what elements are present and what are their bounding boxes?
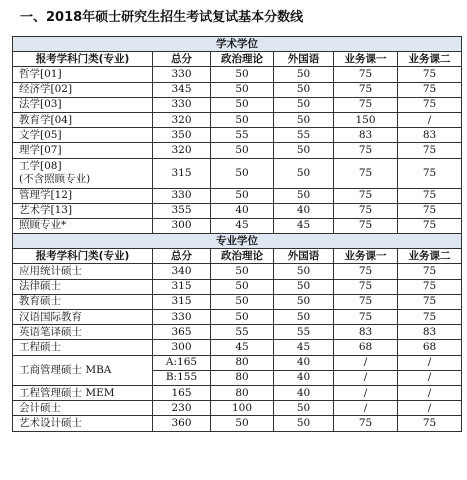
course1-cell: /: [334, 401, 398, 416]
course1-cell: 75: [334, 218, 398, 233]
table-row: [13, 158, 462, 188]
subject-name: 教育学[04]: [19, 113, 73, 126]
subject-name-cell: [13, 416, 153, 431]
subject-name: 英语笔译硕士: [19, 325, 82, 338]
subject-name-cell: [13, 97, 153, 112]
politics-cell: 55: [211, 325, 274, 340]
column-header: 业务课一: [334, 52, 398, 67]
foreign-cell: 50: [274, 416, 334, 431]
course2-cell: 75: [398, 82, 462, 97]
foreign-cell: 55: [274, 325, 334, 340]
table-row: [13, 401, 462, 416]
subject-name-cell: [13, 340, 153, 355]
politics-cell: 80: [211, 385, 274, 400]
subject-name: 管理学[12]: [19, 189, 73, 202]
politics-cell: 50: [211, 112, 274, 127]
course2-cell: 75: [398, 158, 462, 188]
course2-cell: 75: [398, 143, 462, 158]
course2-cell: 68: [398, 340, 462, 355]
total-cell: 330: [153, 310, 211, 325]
subject-name: 哲学[01]: [19, 67, 62, 80]
section-title: 专业学位: [13, 234, 462, 249]
total-cell: 320: [153, 112, 211, 127]
foreign-cell: 50: [274, 401, 334, 416]
table-row: [13, 203, 462, 218]
foreign-cell: 50: [274, 310, 334, 325]
total-cell: A:165: [153, 355, 211, 370]
foreign-cell: 50: [274, 279, 334, 294]
course1-cell: /: [334, 385, 398, 400]
subject-name-cell: [13, 401, 153, 416]
course2-cell: 75: [398, 310, 462, 325]
column-header: 业务课二: [398, 52, 462, 67]
course2-cell: /: [398, 370, 462, 385]
table-row: [13, 416, 462, 431]
subject-name-cell: [13, 158, 153, 188]
foreign-cell: 45: [274, 218, 334, 233]
foreign-cell: 50: [274, 143, 334, 158]
total-cell: 300: [153, 218, 211, 233]
column-header: 总分: [153, 52, 211, 67]
subject-name-cell: [13, 128, 153, 143]
course1-cell: /: [334, 355, 398, 370]
total-cell: 365: [153, 325, 211, 340]
foreign-cell: 50: [274, 67, 334, 82]
foreign-cell: 50: [274, 264, 334, 279]
total-cell: 165: [153, 385, 211, 400]
politics-cell: 55: [211, 128, 274, 143]
column-header: 外国语: [274, 52, 334, 67]
column-header: 业务课一: [334, 249, 398, 264]
column-header: 业务课二: [398, 249, 462, 264]
total-cell: 320: [153, 143, 211, 158]
table-row: [13, 340, 462, 355]
course2-cell: 75: [398, 203, 462, 218]
course1-cell: 75: [334, 158, 398, 188]
total-cell: 330: [153, 67, 211, 82]
course1-cell: 75: [334, 264, 398, 279]
foreign-cell: 50: [274, 188, 334, 203]
foreign-cell: 50: [274, 82, 334, 97]
subject-name: 艺术学[13]: [19, 204, 73, 217]
subject-name-cell: 工商管理硕士 MBA: [13, 355, 153, 385]
politics-cell: 50: [211, 294, 274, 309]
course1-cell: 83: [334, 325, 398, 340]
section-title: 学术学位: [13, 37, 462, 52]
politics-cell: 50: [211, 310, 274, 325]
table-row: [13, 355, 462, 370]
subject-name: 教育硕士: [19, 295, 61, 308]
course1-cell: 75: [334, 97, 398, 112]
total-cell: 230: [153, 401, 211, 416]
course2-cell: 75: [398, 416, 462, 431]
foreign-cell: 50: [274, 112, 334, 127]
foreign-cell: 45: [274, 340, 334, 355]
subject-name: 汉语国际教育: [19, 310, 82, 323]
politics-cell: 50: [211, 188, 274, 203]
foreign-cell: 40: [274, 370, 334, 385]
section-row-professional: [13, 234, 462, 249]
course2-cell: 75: [398, 218, 462, 233]
course1-cell: 75: [334, 82, 398, 97]
subject-name-cell: [13, 325, 153, 340]
course1-cell: 150: [334, 112, 398, 127]
course1-cell: 68: [334, 340, 398, 355]
column-header: 外国语: [274, 249, 334, 264]
politics-cell: 50: [211, 279, 274, 294]
total-cell: 315: [153, 294, 211, 309]
subject-name-cell: [13, 294, 153, 309]
politics-cell: 50: [211, 264, 274, 279]
subject-name-cell: [13, 188, 153, 203]
table-row: [13, 264, 462, 279]
section-row-academic: [13, 37, 462, 52]
table-row: [13, 143, 462, 158]
total-cell: 315: [153, 279, 211, 294]
total-cell: B:155: [153, 370, 211, 385]
score-table: [12, 36, 462, 432]
total-cell: 330: [153, 188, 211, 203]
course2-cell: 75: [398, 264, 462, 279]
subject-name-cell: [13, 112, 153, 127]
politics-cell: 50: [211, 82, 274, 97]
course1-cell: 75: [334, 279, 398, 294]
subject-name: 经济学[02]: [19, 83, 73, 96]
subject-name: 理学[07]: [19, 143, 62, 156]
politics-cell: 50: [211, 158, 274, 188]
table-row: [13, 385, 462, 400]
total-cell: 350: [153, 128, 211, 143]
subject-name: 会计硕士: [19, 401, 61, 414]
course1-cell: 75: [334, 188, 398, 203]
course2-cell: 75: [398, 67, 462, 82]
politics-cell: 50: [211, 67, 274, 82]
course2-cell: 83: [398, 128, 462, 143]
subject-name-cell: [13, 264, 153, 279]
politics-cell: 80: [211, 370, 274, 385]
politics-cell: 80: [211, 355, 274, 370]
subject-name: 艺术设计硕士: [19, 416, 82, 429]
course2-cell: /: [398, 355, 462, 370]
foreign-cell: 50: [274, 158, 334, 188]
table-row: [13, 310, 462, 325]
politics-cell: 50: [211, 416, 274, 431]
course1-cell: /: [334, 370, 398, 385]
table-row: [13, 218, 462, 233]
header-row-academic: [13, 52, 462, 67]
course1-cell: 75: [334, 294, 398, 309]
course2-cell: /: [398, 385, 462, 400]
foreign-cell: 55: [274, 128, 334, 143]
table-row: [13, 294, 462, 309]
foreign-cell: 40: [274, 203, 334, 218]
course1-cell: 75: [334, 310, 398, 325]
course1-cell: 75: [334, 67, 398, 82]
foreign-cell: 40: [274, 385, 334, 400]
subject-name-note: (不含照顾专业): [19, 173, 91, 185]
course2-cell: 75: [398, 188, 462, 203]
course1-cell: 83: [334, 128, 398, 143]
subject-name: 工程硕士: [19, 340, 61, 353]
subject-name-cell: [13, 385, 153, 400]
table-row: [13, 325, 462, 340]
subject-name: 文学[05]: [19, 128, 62, 141]
politics-cell: 50: [211, 143, 274, 158]
course2-cell: /: [398, 401, 462, 416]
politics-cell: 45: [211, 218, 274, 233]
subject-name: 法律硕士: [19, 280, 61, 293]
header-row-professional: [13, 249, 462, 264]
table-row: [13, 112, 462, 127]
subject-name: 照顾专业*: [19, 219, 67, 232]
page-heading: 一、2018年硕士研究生招生考试复试基本分数线: [20, 10, 304, 25]
course1-cell: 75: [334, 143, 398, 158]
course1-cell: 75: [334, 203, 398, 218]
politics-cell: 100: [211, 401, 274, 416]
table-row: [13, 188, 462, 203]
column-header: 报考学科门类(专业): [13, 52, 153, 67]
subject-name: 工程管理硕士 MEM: [19, 386, 115, 399]
table-row: [13, 97, 462, 112]
total-cell: 360: [153, 416, 211, 431]
foreign-cell: 50: [274, 294, 334, 309]
column-header: 总分: [153, 249, 211, 264]
subject-name-cell: [13, 67, 153, 82]
course2-cell: 75: [398, 279, 462, 294]
subject-name: 法学[03]: [19, 98, 62, 111]
table-row: [13, 128, 462, 143]
column-header: 政治理论: [211, 249, 274, 264]
course2-cell: 75: [398, 97, 462, 112]
table-row: [13, 82, 462, 97]
foreign-cell: 40: [274, 355, 334, 370]
politics-cell: 45: [211, 340, 274, 355]
total-cell: 300: [153, 340, 211, 355]
foreign-cell: 50: [274, 97, 334, 112]
total-cell: 355: [153, 203, 211, 218]
course1-cell: 75: [334, 416, 398, 431]
politics-cell: 50: [211, 97, 274, 112]
column-header: 报考学科门类(专业): [13, 249, 153, 264]
table-row: [13, 67, 462, 82]
politics-cell: 40: [211, 203, 274, 218]
subject-name-cell: [13, 203, 153, 218]
subject-name-cell: [13, 279, 153, 294]
subject-name-cell: [13, 143, 153, 158]
total-cell: 340: [153, 264, 211, 279]
subject-name: 应用统计硕士: [19, 265, 82, 278]
course2-cell: 75: [398, 294, 462, 309]
subject-name-cell: [13, 82, 153, 97]
course2-cell: /: [398, 112, 462, 127]
subject-name-cell: [13, 310, 153, 325]
table-row: [13, 279, 462, 294]
course2-cell: 83: [398, 325, 462, 340]
total-cell: 315: [153, 158, 211, 188]
total-cell: 345: [153, 82, 211, 97]
subject-name-cell: [13, 218, 153, 233]
subject-name: 工学[08]: [19, 160, 62, 172]
total-cell: 330: [153, 97, 211, 112]
column-header: 政治理论: [211, 52, 274, 67]
